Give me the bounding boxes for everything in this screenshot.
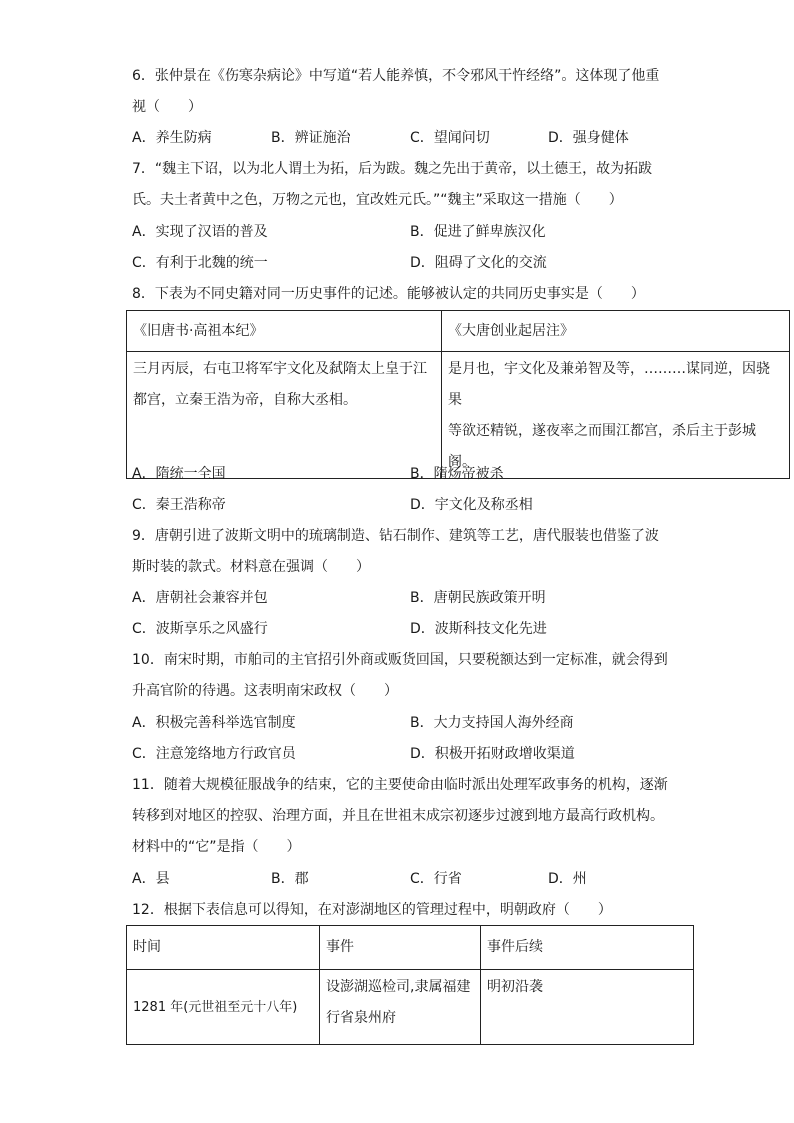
table-header-row xyxy=(127,311,790,352)
q9-option-b: B．唐朝民族政策开明 xyxy=(410,590,546,606)
q12-table xyxy=(126,925,694,1045)
table-row xyxy=(127,352,790,479)
q9-stem-line1: 9．唐朝引进了波斯文明中的琉璃制造、钻石制作、建筑等工艺，唐代服装也借鉴了波 xyxy=(132,528,659,544)
q8-table xyxy=(126,310,790,479)
q6-option-a: A．养生防病 xyxy=(132,130,212,146)
q10-stem-line1: 10．南宋时期，市舶司的主官招引外商或贩货回国，只要税额达到一定标准，就会得到 xyxy=(132,652,668,668)
q8-option-a: A．隋统一全国 xyxy=(132,466,226,482)
table-header-cell: 事件 xyxy=(320,926,481,970)
table-row xyxy=(127,970,694,1045)
q8-stem: 8．下表为不同史籍对同一历史事件的记述。能够被认定的共同历史事实是（ ） xyxy=(132,286,645,302)
table-header-cell: 《大唐创业起居注》 xyxy=(442,311,790,352)
q7-option-b: B．促进了鲜卑族汉化 xyxy=(410,224,546,240)
q6-option-b: B．辨证施治 xyxy=(271,130,351,146)
q11-option-c: C．行省 xyxy=(410,871,462,887)
q11-option-d: D．州 xyxy=(548,871,587,887)
q9-option-c: C．波斯享乐之风盛行 xyxy=(132,621,268,637)
table-cell xyxy=(442,352,790,479)
cell-text-line: 行省泉州府 xyxy=(326,1010,396,1026)
q7-option-d: D．阻碍了文化的交流 xyxy=(410,255,547,271)
q11-stem-line1: 11．随着大规模征服战争的结束，它的主要使命由临时派出处理军政事务的机构，逐渐 xyxy=(132,777,668,793)
q8-option-c: C．秦王浩称帝 xyxy=(132,497,226,513)
q6-option-d: D．强身健体 xyxy=(548,130,629,146)
q12-stem: 12．根据下表信息可以得知，在对澎湖地区的管理过程中，明朝政府（ ） xyxy=(132,902,612,918)
q11-option-a: A．县 xyxy=(132,871,170,887)
q11-option-b: B．郡 xyxy=(271,871,309,887)
q10-option-b: B．大力支持国人海外经商 xyxy=(410,715,574,731)
q6-option-c: C．望闻问切 xyxy=(410,130,490,146)
q7-option-a: A．实现了汉语的普及 xyxy=(132,224,268,240)
q7-stem-line2: 氏。夫土者黄中之色，万物之元也，宜改姓元氏。”“魏主”采取这一措施（ ） xyxy=(132,192,623,208)
q9-option-a: A．唐朝社会兼容并包 xyxy=(132,590,268,606)
table-header-row xyxy=(127,926,694,970)
q10-option-c: C．注意笼络地方行政官员 xyxy=(132,746,296,762)
q8-option-d: D．宇文化及称丞相 xyxy=(410,497,533,513)
q11-stem-line3: 材料中的“它”是指（ ） xyxy=(132,839,301,855)
cell-text-line: 设澎湖巡检司,隶属福建 xyxy=(326,979,471,995)
q7-stem-line1: 7．“魏主下诏，以为北人谓土为拓，后为跋。魏之先出于黄帝，以土德王，故为拓跋 xyxy=(132,161,653,177)
q11-stem-line2: 转移到对地区的控驭、治理方面，并且在世祖末成宗初逐步过渡到地方最高行政机构。 xyxy=(132,808,664,824)
cell-text-line: 是月也，宇文化及兼弟智及等，………谋同逆，因骁果 xyxy=(448,361,770,408)
q7-option-c: C．有利于北魏的统一 xyxy=(132,255,268,271)
q10-option-d: D．积极开拓财政增收渠道 xyxy=(410,746,575,762)
q8-option-b: B．隋炀帝被杀 xyxy=(410,466,504,482)
q10-option-a: A．积极完善科举选官制度 xyxy=(132,715,296,731)
cell-text-line: 三月丙辰，右屯卫将军宇文化及弑隋太上皇于江 xyxy=(133,361,427,377)
table-cell: 明初沿袭 xyxy=(481,970,694,1045)
table-header-cell: 事件后续 xyxy=(481,926,694,970)
q9-option-d: D．波斯科技文化先进 xyxy=(410,621,547,637)
q6-stem-line2: 视（ ） xyxy=(132,99,202,115)
table-cell: 1281 年(元世祖至元十八年) xyxy=(127,970,320,1045)
cell-text-line: 等欲还精锐，遂夜率之而围江都宫，杀后主于彭城阁。 xyxy=(448,423,756,470)
table-cell xyxy=(127,352,442,479)
cell-text-line: 都宫，立秦王浩为帝，自称大丞相。 xyxy=(133,392,357,408)
table-cell xyxy=(320,970,481,1045)
q9-stem-line2: 斯时装的款式。材料意在强调（ ） xyxy=(132,559,370,575)
table-header-cell: 《旧唐书·高祖本纪》 xyxy=(127,311,442,352)
q6-stem-line1: 6．张仲景在《伤寒杂病论》中写道“若人能养慎，不令邪风干忤经络”。这体现了他重 xyxy=(132,68,660,84)
q10-stem-line2: 升高官阶的待遇。这表明南宋政权（ ） xyxy=(132,683,398,699)
table-header-cell: 时间 xyxy=(127,926,320,970)
